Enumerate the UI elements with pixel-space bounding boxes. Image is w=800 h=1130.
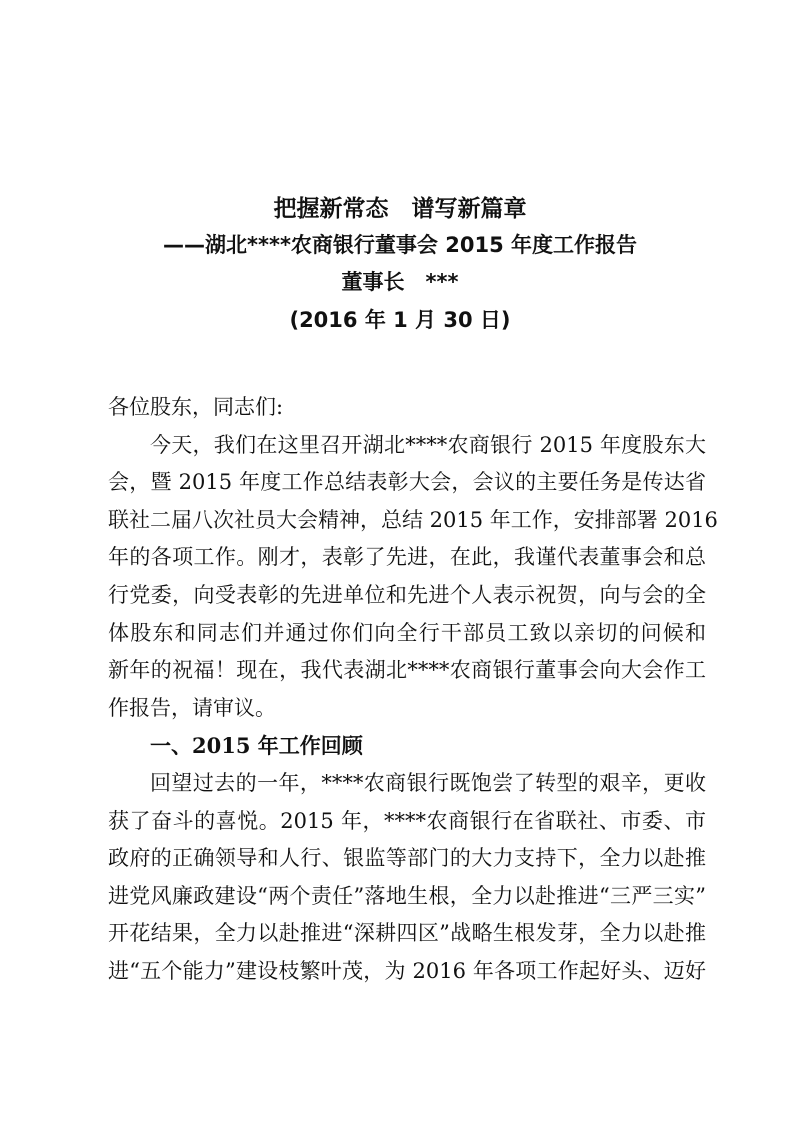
document-title: 把握新常态 谱写新篇章 — [273, 196, 527, 222]
body-text-line: 新年的祝福！现在，我代表湖北****农商银行董事会向大会作工 — [108, 658, 706, 683]
body-text-line: 联社二届八次社员大会精神，总结 2015 年工作，安排部署 2016 — [108, 507, 718, 532]
body-text-line: 开花结果，全力以赴推进“深耕四区”战略生根发芽，全力以赴推 — [108, 921, 706, 946]
body-text-line: 作报告，请审议。 — [108, 695, 276, 720]
document-author: 董事长 *** — [341, 270, 459, 294]
document-body — [108, 389, 718, 991]
body-text-line: 各位股东，同志们: — [108, 395, 284, 419]
document-subtitle: ——湖北****农商银行董事会 2015 年度工作报告 — [163, 233, 637, 257]
body-text-line: 进党风廉政建设“两个责任”落地生根，全力以赴推进“三严三实” — [108, 883, 706, 908]
body-text-line: 进“五个能力”建设枝繁叶茂，为 2016 年各项工作起好头、迈好 — [108, 958, 706, 983]
body-text-line: 年的各项工作。刚才，表彰了先进，在此，我谨代表董事会和总 — [108, 545, 706, 570]
body-text-line: 会，暨 2015 年度工作总结表彰大会，会议的主要任务是传达省 — [108, 470, 706, 495]
body-text-line: 获了奋斗的喜悦。2015 年，****农商银行在省联社、市委、市 — [108, 808, 706, 833]
body-text-line: 今天，我们在这里召开湖北****农商银行 2015 年度股东大 — [150, 432, 706, 457]
document-date: (2016 年 1 月 30 日) — [289, 308, 511, 332]
section-heading: 一、2015 年工作回顾 — [150, 733, 363, 759]
body-text-line: 行党委，向受表彰的先进单位和先进个人表示祝贺，向与会的全 — [108, 582, 706, 607]
body-text-line: 回望过去的一年，****农商银行既饱尝了转型的艰辛，更收 — [150, 770, 706, 795]
body-text-line: 政府的正确领导和人行、银监等部门的大力支持下，全力以赴推 — [108, 846, 706, 871]
body-text-line: 体股东和同志们并通过你们向全行干部员工致以亲切的问候和 — [108, 620, 706, 645]
